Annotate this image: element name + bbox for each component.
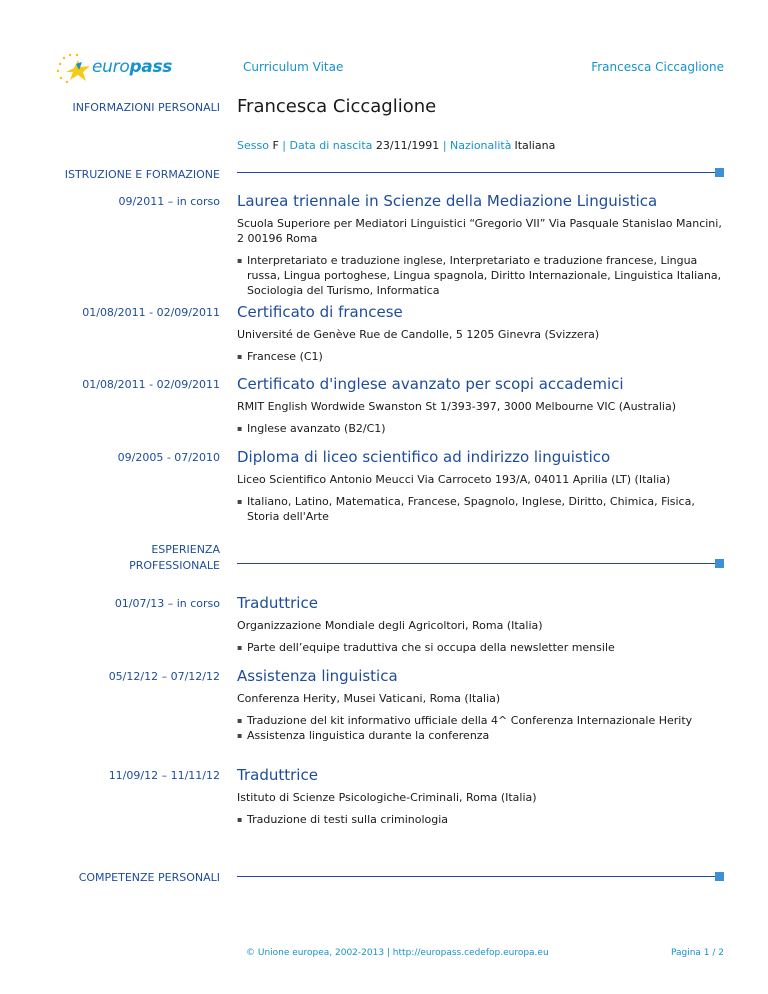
experience-entry	[237, 766, 727, 827]
entry-subtitle: Conferenza Herity, Musei Vaticani, Roma (Italia)	[237, 692, 501, 705]
entry-bullets	[237, 349, 727, 364]
bullet-item: ▪ Italiano, Latino, Matematica, Francese, Spagnolo, Inglese, Diritto, Chimica, Fisica, Storia dell'Arte	[237, 494, 727, 524]
section-divider	[237, 876, 715, 877]
entry-date: 09/2005 - 07/2010	[117, 451, 220, 464]
section-marker	[715, 872, 724, 881]
entry-title: Certificato d'inglese avanzato per scopi accademici	[237, 375, 624, 393]
birth-label: Data di nascita	[289, 139, 373, 152]
section-divider	[237, 563, 715, 564]
header-cv-label: Curriculum Vitae	[243, 60, 344, 74]
entry-bullets	[237, 421, 727, 436]
bullet-item: ▪ Inglese avanzato (B2/C1)	[237, 421, 727, 436]
entry-bullets	[237, 640, 727, 655]
section-label-personal: INFORMAZIONI PERSONALI	[72, 101, 220, 114]
entry-subtitle: Organizzazione Mondiale degli Agricoltori, Roma (Italia)	[237, 619, 543, 632]
education-entry	[237, 448, 727, 524]
bullet-item: ▪ Francese (C1)	[237, 349, 727, 364]
bullet-item: ▪ Traduzione di testi sulla criminologia	[237, 812, 727, 827]
page-number: Pagina 1 / 2	[670, 948, 724, 958]
entry-title: Diploma di liceo scientifico ad indirizzo linguistico	[237, 448, 611, 466]
entry-date: 09/2011 – in corso	[118, 195, 220, 208]
entry-subtitle: RMIT English Wordwide Swanston St 1/393-397, 3000 Melbourne VIC (Australia)	[237, 400, 677, 413]
entry-date: 01/08/2011 - 02/09/2011	[82, 378, 220, 391]
entry-subtitle: Université de Genève Rue de Candolle, 5 1205 Ginevra (Svizzera)	[237, 328, 600, 341]
bullet-item: ▪ Traduzione del kit informativo ufficiale della 4^ Conferenza Internazionale Herity	[237, 713, 727, 728]
entry-bullets	[237, 713, 727, 743]
sex-label: Sesso	[237, 139, 269, 152]
section-label-line: ESPERIENZA	[151, 543, 220, 556]
entry-bullets	[237, 812, 727, 827]
section-label-education: ISTRUZIONE E FORMAZIONE	[64, 168, 220, 181]
bullet-item: ▪ Parte dell’equipe traduttiva che si occupa della newsletter mensile	[237, 640, 727, 655]
entry-subtitle: Istituto di Scienze Psicologiche-Criminali, Roma (Italia)	[237, 791, 537, 804]
bullet-item: ▪ Assistenza linguistica durante la conferenza	[237, 728, 727, 743]
full-name: Francesca Ciccaglione	[237, 96, 437, 117]
separator: |	[282, 139, 286, 152]
entry-bullets	[237, 253, 727, 298]
entry-bullets	[237, 494, 727, 524]
section-label-line: PROFESSIONALE	[129, 559, 220, 572]
entry-title: Traduttrice	[237, 594, 318, 612]
birth-value: 23/11/1991	[375, 139, 440, 152]
education-entry	[237, 375, 727, 436]
personal-details	[237, 139, 555, 152]
nationality-value: Italiana	[514, 139, 556, 152]
section-divider	[237, 172, 715, 173]
entry-subtitle: Scuola Superiore per Mediatori Linguistici “Gregorio VII” Via Pasquale Stanislao Mancini, 2 00196 Roma	[237, 217, 722, 245]
section-marker	[715, 168, 724, 177]
wordmark-bold: pass	[129, 57, 173, 77]
europass-wordmark	[92, 57, 172, 77]
entry-date: 01/07/13 – in corso	[114, 597, 220, 610]
entry-date: 01/08/2011 - 02/09/2011	[82, 306, 220, 319]
header-name: Francesca Ciccaglione	[591, 60, 724, 74]
separator: |	[442, 139, 447, 152]
experience-entry	[237, 594, 727, 655]
wordmark-light: euro	[92, 57, 130, 77]
entry-subtitle: Liceo Scientifico Antonio Meucci Via Carroceto 193/A, 04011 Aprilia (LT) (Italia)	[237, 473, 671, 486]
sex-value: F	[272, 139, 279, 152]
section-label-skills: COMPETENZE PERSONALI	[78, 871, 220, 884]
entry-date: 05/12/12 – 07/12/12	[108, 670, 220, 683]
experience-entry	[237, 667, 727, 743]
footer-copyright: © Unione europea, 2002-2013 | http://europass.cedefop.europa.eu	[246, 948, 549, 958]
entry-title: Certificato di francese	[237, 303, 403, 321]
nationality-label: Nazionalità	[450, 139, 512, 152]
section-label-experience	[129, 542, 220, 574]
section-marker	[715, 559, 724, 568]
education-entry	[237, 303, 727, 364]
entry-title: Traduttrice	[237, 766, 318, 784]
education-entry	[237, 192, 727, 298]
entry-date: 11/09/12 – 11/11/12	[108, 769, 220, 782]
entry-title: Laurea triennale in Scienze della Mediazione Linguistica	[237, 192, 658, 210]
bullet-item: ▪ Interpretariato e traduzione inglese, Interpretariato e traduzione francese, Lingua russa, Lingua portoghese, Lingua spagnola, Diritto Internazionale, Linguistica Italiana, Sociologia del Turismo, Informatica	[237, 253, 727, 298]
entry-title: Assistenza linguistica	[237, 667, 398, 685]
